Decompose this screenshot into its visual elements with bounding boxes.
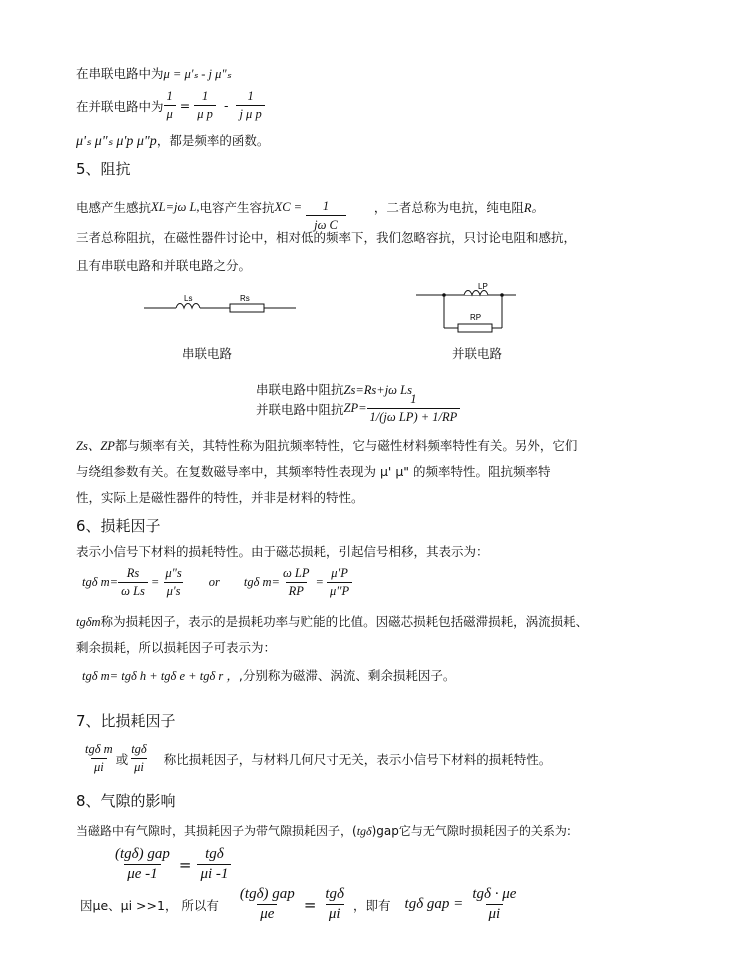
xc-formula: XC = bbox=[274, 199, 303, 214]
loss-sum-line: tgδ m= tgδ h + tgδ e + tgδ r ，,分别称为磁滞、涡流、剩余损耗因子。 bbox=[82, 668, 456, 683]
loss-sum-formula: tgδ m= tgδ h + tgδ e + tgδ r ， bbox=[82, 669, 239, 683]
rp-label: RP bbox=[470, 313, 482, 322]
xl-formula: XL=jω L, bbox=[151, 199, 200, 214]
gap-relation-1: $\frac{\text{(tgδ) gap}}{\mu e -1}$ = $\frac{\text{tgδ}}{\mu i -1}$ bbox=[112, 846, 231, 883]
zs-line: 串联电路中阻抗Zs=Rs+jω Ls bbox=[256, 382, 412, 397]
impedance-para-1: 三者总称阻抗，在磁性器件讨论中，相对低的频率下，我们忽略容抗，只讨论电阻和感抗， bbox=[76, 230, 577, 245]
parallel-loss-frac-1: $\frac{\text{ω LP}}{RP}$ bbox=[282, 566, 310, 598]
gap-relation-2: 因μe、μi >>1， 所以有 $\frac{\text{(tgδ) gap}}{\mu e}$ = $\frac{\text{tgδ}}{\mu i}$ ，即有 tgδ gap = $\frac{\text{tgδ · μe}}{\mu i}$ bbox=[80, 886, 519, 923]
loss-factor-desc-1: tgδm称为损耗因子，表示的是损耗功率与贮能的比值。因磁芯损耗包括磁滞损耗，涡流损耗、 bbox=[76, 614, 589, 629]
mu-params-note: ，都是频率的函数。 bbox=[156, 133, 270, 148]
mu-params-line bbox=[76, 131, 269, 150]
gap-frac-2: $\frac{\text{tgδ}}{\mu i -1}$ bbox=[197, 846, 231, 883]
series-loss-frac-1: $\frac{Rs}{\text{ω Ls}}$ bbox=[118, 566, 148, 599]
series-mu-line bbox=[76, 64, 231, 82]
gap-intro: 当磁路中有气隙时，其损耗因子为带气隙损耗因子，(tgδ)gap它与无气隙时损耗因子的关系为: bbox=[76, 824, 571, 838]
specific-loss-line: $\frac{\text{tgδ m}}{\mu i}$ 或 $\frac{\text{tgδ}}{\mu i}$ 称比损耗因子，与材料几何尺寸无关，表示小信号下材料的损耗特性。 bbox=[82, 742, 551, 775]
parallel-circuit-caption: 并联电路 bbox=[452, 346, 503, 361]
reactance-line: 电感产生感抗 XL=jω L, 电容产生容抗 XC = $\frac{1}{\text{jω C}}$ ，二者总称为电抗，纯电阻 R。 bbox=[76, 199, 545, 232]
parallel-frac-2: $\frac{1}{\text{μ p}}$ bbox=[194, 89, 216, 122]
zp-fraction: $\frac{1}{\text{1/(jω LP) + 1/RP}}$ bbox=[367, 392, 461, 425]
gap-frac-4: $\frac{\text{tgδ}}{\mu i}$ bbox=[325, 886, 345, 922]
series-loss-frac-2: $\frac{\mu"s}{\mu's}$ bbox=[165, 566, 182, 598]
loss-factor-intro: 表示小信号下材料的损耗特性。由于磁芯损耗，引起信号相移，其表示为： bbox=[76, 544, 489, 559]
impedance-note-3: 性，实际上是磁性器件的特性，并非是材料的特性。 bbox=[76, 490, 364, 505]
impedance-note-1: Zs、ZP都与频率有关，其特性称为阻抗频率特性，它与磁性材料频率特性有关。另外，它们 bbox=[76, 438, 578, 453]
parallel-mu-label: 在并联电路中为 bbox=[76, 98, 164, 114]
zp-line: 并联电路中阻抗 ZP= $\frac{1}{\text{1/(jω LP) + 1/RP}}$ bbox=[256, 392, 460, 425]
or-text: or bbox=[208, 575, 220, 589]
series-mu-label: 在串联电路中为 bbox=[76, 66, 164, 81]
loss-factor-desc-2: 剩余损耗，所以损耗因子可表示为： bbox=[76, 640, 277, 655]
parallel-mu-line: 在并联电路中为 $\frac{1}{\mu}$ = $\frac{1}{\text{μ p}}$ - $\frac{1}{\text{j μ p}}$ bbox=[76, 89, 265, 122]
specific-loss-frac-2: $\frac{\text{tgδ}}{\mu i}$ bbox=[131, 742, 147, 774]
lp-label: LP bbox=[478, 282, 488, 291]
ls-label: Ls bbox=[184, 294, 193, 303]
specific-loss-frac-1: $\frac{\text{tgδ m}}{\mu i}$ bbox=[85, 742, 113, 774]
parallel-circuit bbox=[416, 282, 516, 332]
rs-label: Rs bbox=[240, 294, 250, 303]
impedance-para-2: 且有串联电路和并联电路之分。 bbox=[76, 258, 252, 273]
impedance-note-2: 与绕组参数有关。在复数磁导率中，其频率特性表现为 μ' μ" 的频率特性。阻抗频率特 bbox=[76, 464, 551, 479]
gap-frac-5: $\frac{\text{tgδ · μe}}{\mu i}$ bbox=[472, 886, 517, 922]
series-circuit-caption: 串联电路 bbox=[182, 346, 233, 361]
series-circuit bbox=[144, 294, 296, 312]
section-6-heading: 6、损耗因子 bbox=[76, 517, 161, 535]
parallel-frac-3: $\frac{1}{\text{j μ p}}$ bbox=[236, 89, 264, 122]
gap-frac-1: $\frac{\text{(tgδ) gap}}{\mu e -1}$ bbox=[115, 846, 170, 882]
series-mu-formula: μ = μ'ₛ - j μ"ₛ bbox=[163, 67, 232, 81]
section-5-heading: 5、阻抗 bbox=[76, 160, 131, 178]
mu-params: μ'ₛ μ"ₛ μ'p μ"p bbox=[76, 134, 157, 149]
circuit-diagrams bbox=[130, 280, 530, 340]
section-7-heading: 7、比损耗因子 bbox=[76, 712, 176, 730]
parallel-frac-1: $\frac{1}{\mu}$ bbox=[164, 89, 176, 122]
gap-frac-3: $\frac{\text{(tgδ) gap}}{\mu e}$ bbox=[239, 886, 295, 922]
parallel-loss-frac-2: $\frac{\mu'P}{\mu"P}$ bbox=[327, 566, 352, 599]
loss-factor-formulas: tgδ m= $\frac{Rs}{\text{ω Ls}}$ = $\frac{\mu"s}{\mu's}$ or tgδ m= $\frac{\text{ω LP}}{RP}$ = $\frac{\mu'P}{\mu"P}$ bbox=[82, 566, 352, 599]
zs-formula: Zs=Rs+jω Ls bbox=[343, 383, 412, 397]
xc-fraction: $\frac{1}{\text{jω C}}$ bbox=[306, 199, 346, 233]
section-8-heading: 8、气隙的影响 bbox=[76, 792, 176, 810]
